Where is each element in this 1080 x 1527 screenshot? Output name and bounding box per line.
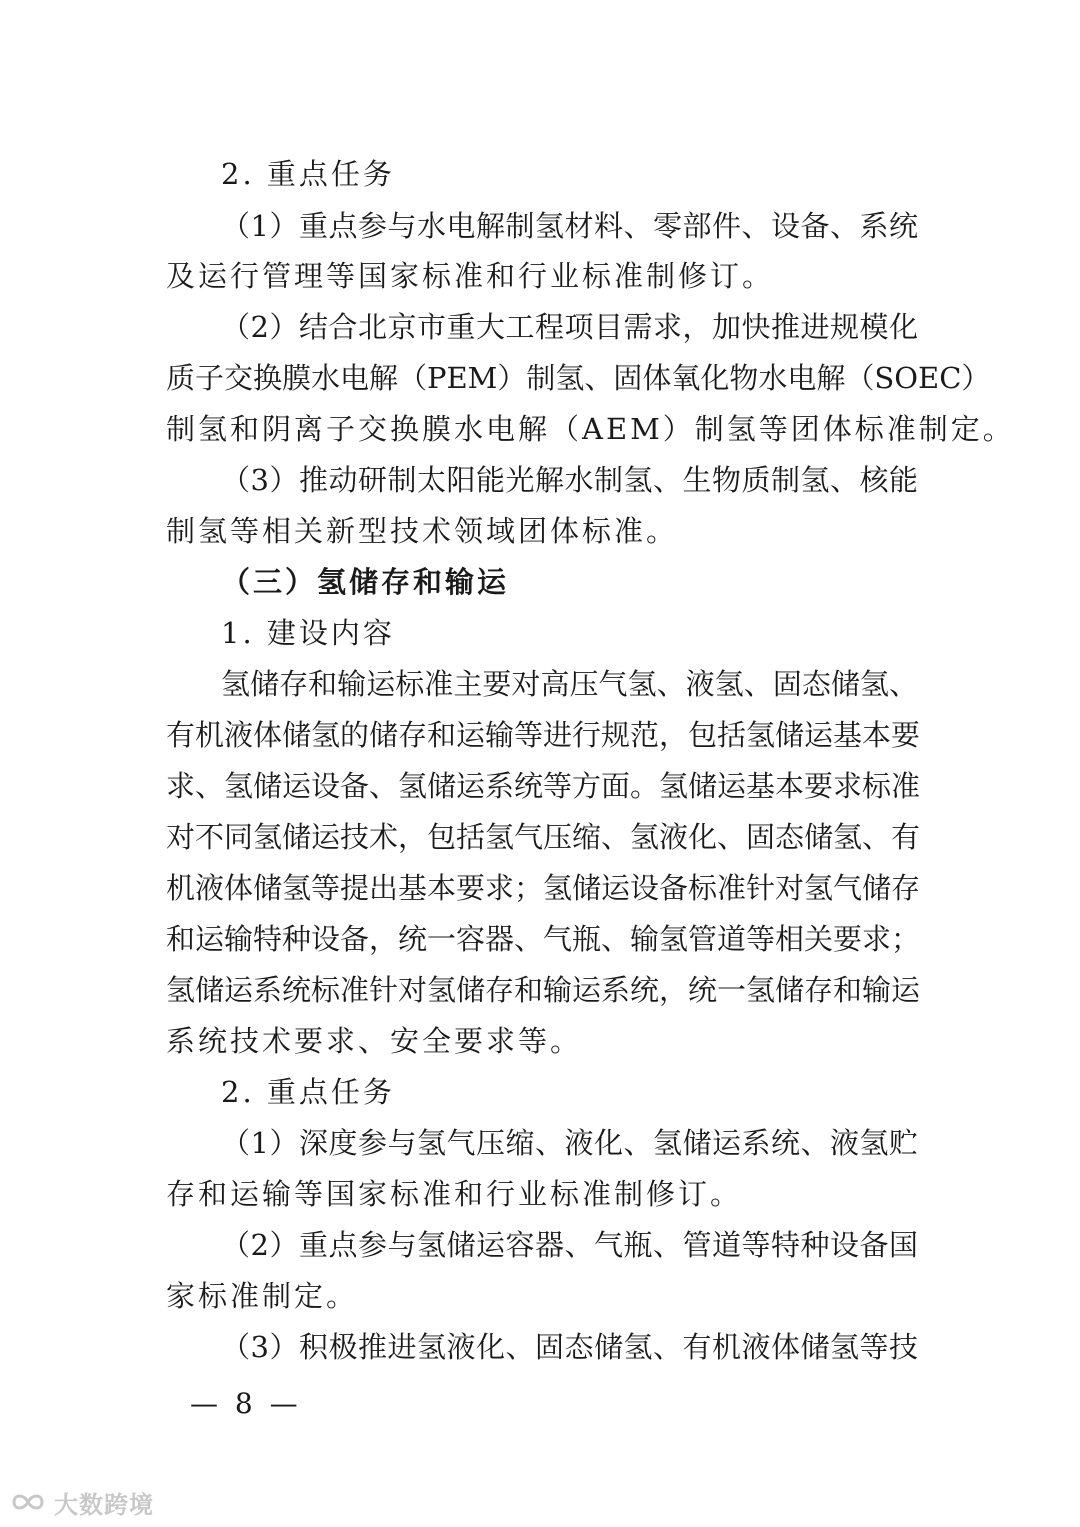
watermark bbox=[8, 1484, 154, 1520]
subheading-key-tasks: 2. 重点任务 bbox=[221, 157, 395, 191]
paragraph-line: 对不同氢储运技术，包括氢气压缩、氢液化、固态储氢、有 bbox=[166, 820, 921, 854]
paragraph-line: 系统技术要求、安全要求等。 bbox=[166, 1024, 583, 1058]
paragraph-line: 制氢等相关新型技术领域团体标准。 bbox=[166, 514, 679, 548]
paragraph-line: （2）结合北京市重大工程项目需求，加快推进规模化 bbox=[221, 310, 918, 344]
paragraph-line: （2）重点参与氢储运容器、气瓶、管道等特种设备国 bbox=[221, 1228, 918, 1262]
paragraph-line: 家标准制定。 bbox=[166, 1279, 359, 1313]
paragraph-line: 存和运输等国家标准和行业标准制修订。 bbox=[166, 1177, 743, 1211]
paragraph-line: 有机液体储氢的储存和运输等进行规范，包括氢储运基本要 bbox=[166, 718, 921, 752]
subheading-key-tasks-2: 2. 重点任务 bbox=[221, 1075, 395, 1109]
paragraph-line: （3）积极推进氢液化、固态储氢、有机液体储氢等技 bbox=[221, 1330, 918, 1364]
subheading-construction-content: 1. 建设内容 bbox=[221, 616, 395, 650]
paragraph-line: （3）推动研制太阳能光解水制氢、生物质制氢、核能 bbox=[221, 463, 918, 497]
paragraph-line: 质子交换膜水电解（PEM）制氢、固体氧化物水电解（SOEC） bbox=[166, 361, 991, 395]
paragraph-line: （1）深度参与氢气压缩、液化、氢储运系统、液氢贮 bbox=[221, 1126, 918, 1160]
paragraph-line: 机液体储氢等提出基本要求；氢储运设备标准针对氢气储存 bbox=[166, 871, 921, 905]
paragraph-line: 氢储存和输运标准主要对高压气氢、液氢、固态储氢、 bbox=[221, 667, 918, 701]
watermark-text: 大数跨境 bbox=[54, 1490, 154, 1519]
paragraph-line: 及运行管理等国家标准和行业标准制修订。 bbox=[166, 259, 775, 293]
paragraph-line: 氢储运系统标准针对氢储存和输运系统，统一氢储存和输运 bbox=[166, 973, 921, 1007]
paragraph-line: 求、氢储运设备、氢储运系统等方面。氢储运基本要求标准 bbox=[166, 769, 921, 803]
infinity-logo-icon bbox=[8, 1488, 48, 1516]
page-number: — 8 — bbox=[190, 1387, 302, 1420]
paragraph-line: 制氢和阴离子交换膜水电解（AEM）制氢等团体标准制定。 bbox=[166, 412, 1015, 446]
section-heading-hydrogen-storage: （三）氢储存和输运 bbox=[221, 565, 510, 599]
paragraph-line: 和运输特种设备，统一容器、气瓶、输氢管道等相关要求； bbox=[166, 922, 921, 956]
paragraph-line: （1）重点参与水电解制氢材料、零部件、设备、系统 bbox=[221, 209, 918, 243]
